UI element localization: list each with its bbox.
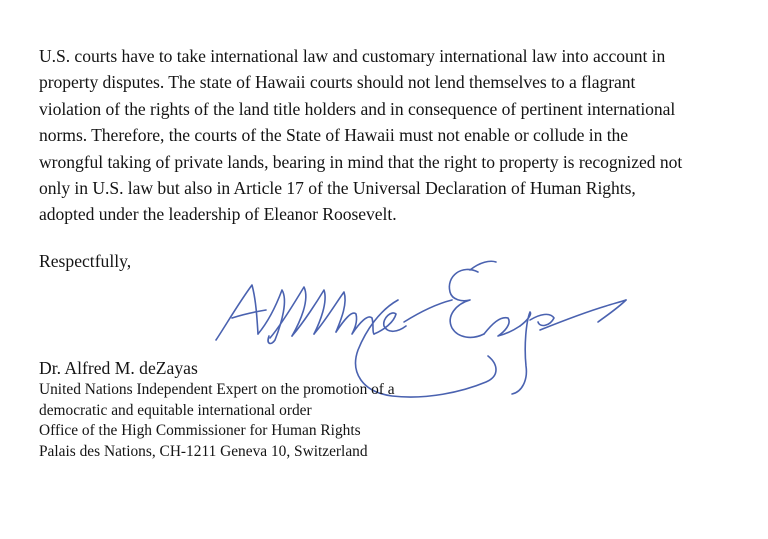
- body-line: violation of the rights of the land title holders and in consequence of pertinent international: [39, 98, 676, 119]
- closing-salutation: Respectfully,: [39, 251, 132, 271]
- body-line: U.S. courts have to take international law and customary international law into account in: [39, 46, 666, 66]
- body-line: wrongful taking of private lands, bearing in mind that the right to property is recognized not: [39, 151, 683, 172]
- signatory-name: Dr. Alfred M. deZayas: [39, 358, 198, 378]
- body-line: norms. Therefore, the courts of the State of Hawaii must not enable or collude in the: [39, 125, 629, 146]
- body-line: only in U.S. law but also in Article 17 of the Universal Declaration of Human Rights,: [39, 178, 636, 199]
- signature-block: [39, 356, 395, 462]
- signatory-title-line: Palais des Nations, CH-1211 Geneva 10, Switzerland: [39, 442, 368, 460]
- body-paragraph: [39, 43, 749, 228]
- signatory-title-line: democratic and equitable international order: [39, 401, 312, 419]
- signatory-title-line: United Nations Independent Expert on the promotion of a: [39, 381, 395, 398]
- body-line: property disputes. The state of Hawaii courts should not lend themselves to a flagrant: [39, 72, 636, 93]
- signatory-title-line: Office of the High Commissioner for Human Rights: [39, 422, 361, 439]
- body-line: adopted under the leadership of Eleanor Roosevelt.: [39, 204, 397, 225]
